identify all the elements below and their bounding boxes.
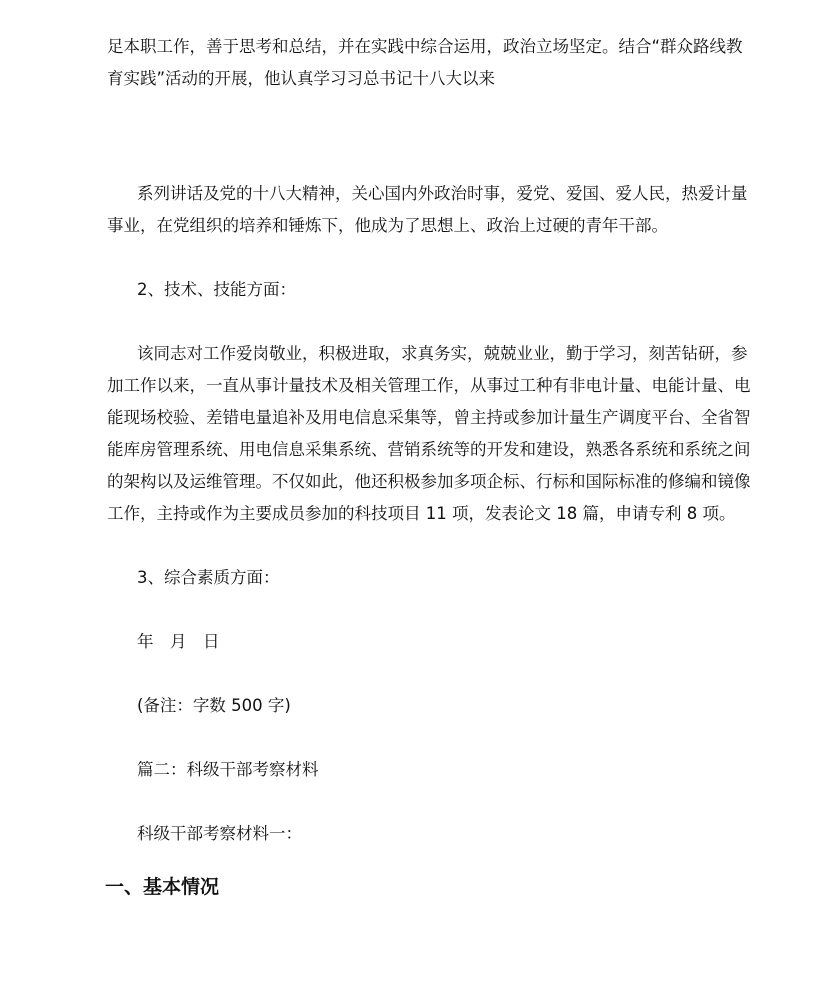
- paragraph-line: 的架构以及运维管理。不仅如此，他还积极参加多项企标、行标和国际标准的修编和镜像: [107, 472, 751, 491]
- paragraph-line: 育实践”活动的开展，他认真学习习总书记十八大以来: [107, 69, 496, 88]
- chapter-title: 篇二：科级干部考察材料: [137, 760, 319, 779]
- paragraph-line: 该同志对工作爱岗敬业，积极进取，求真务实，兢兢业业，勤于学习，刻苦钻研，参: [137, 344, 748, 363]
- paragraph-line: 工作，主持或作为主要成员参加的科技项目 11 项，发表论文 18 篇，申请专利 8 项。: [107, 504, 736, 523]
- paragraph-line: 能现场校验、差错电量追补及用电信息采集等，曾主持或参加计量生产调度平台、全省智: [107, 408, 751, 427]
- section-label: 3、综合素质方面：: [137, 568, 280, 587]
- section-label: 2、技术、技能方面：: [137, 280, 296, 299]
- paragraph-line: 能库房管理系统、用电信息采集系统、营销系统等的开发和建设，熟悉各系统和系统之间: [107, 440, 751, 459]
- section-heading: 一、基本情况: [105, 876, 220, 898]
- paragraph-line: 事业，在党组织的培养和锤炼下，他成为了思想上、政治上过硬的青年干部。: [107, 216, 668, 235]
- subtitle-line: 科级干部考察材料一：: [137, 824, 302, 843]
- paragraph-line: 加工作以来，一直从事计量技术及相关管理工作，从事过工种有非电计量、电能计量、电: [107, 376, 751, 395]
- paragraph-line: 系列讲话及党的十八大精神，关心国内外政治时事，爱党、爱国、爱人民，热爱计量: [137, 184, 748, 203]
- paragraph-line: 足本职工作，善于思考和总结，并在实践中综合运用，政治立场坚定。结合“群众路线教: [107, 37, 743, 56]
- note-line: (备注：字数 500 字): [137, 696, 291, 715]
- date-line: 年 月 日: [137, 632, 220, 651]
